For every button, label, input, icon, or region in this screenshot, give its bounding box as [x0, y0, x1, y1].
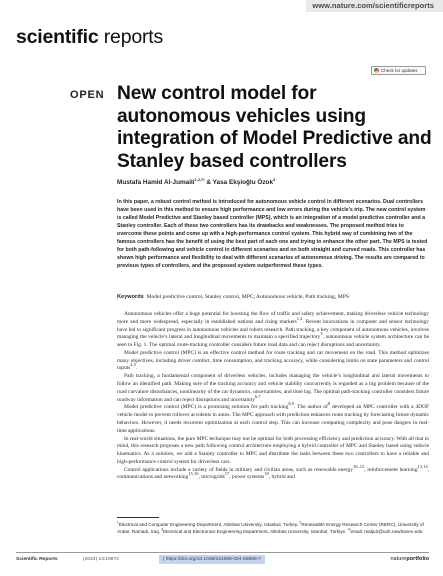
text-run: Autonomous vehicles offer a huge potential for boosting the flow of traffic and safety achievement, making driverless vehicle technology more and more widespread, especially in established nations and rising markets [117, 311, 429, 325]
author-name[interactable]: & Yasa Ekşioğlu Özok [204, 179, 273, 186]
citation-superscript[interactable]: 3 [161, 527, 164, 532]
article-title: New control model for autonomous vehicles using integration of Model Predictive and Stanley based controllers [117, 83, 432, 172]
text-run: In real-world situations, the pure MPC technique may not be optimal for both processing efficiency and prediction accuracy. With all that in mind, this research proposes a new path following control architecture employing a hybrid controller of MPC and Stanley based using vehicle kinematics. As a solution, we add a Stanley controller to MPC and distribute the tasks between these two controllers to have a reliable and high-performance control system for driverless cars. [117, 435, 429, 465]
citation-superscript[interactable]: 2 [299, 520, 302, 525]
text-run: . The author of [294, 404, 328, 411]
article-body [117, 311, 429, 516]
text-run: , autonomous vehicle system architecture can be seen in Fig. 1. The optimal route-tracking controller considers future road data and can reject disruptions and uncertainty. [117, 334, 429, 349]
citation-superscript[interactable]: ✉ [347, 527, 351, 532]
text-run: , power systems [229, 474, 265, 481]
citation-superscript[interactable]: 8,9 [288, 401, 295, 407]
text-run: , communications and networking [117, 466, 429, 481]
url-box [306, 0, 443, 12]
publisher-logo-regular: nature [390, 556, 407, 562]
journal-logo[interactable] [16, 26, 163, 49]
citation-superscript[interactable]: 10–12 [352, 463, 365, 469]
body-paragraph [117, 311, 429, 350]
text-run: . Recent innovations in computer and sensor technology have led to significant progress in autonomous vehicles and robots research. Path tracking, a key component of autonomous vehicles, involves managing the vehicle’s lateral and longitudinal movements to maintain a specified trajectory [117, 318, 429, 341]
text-run: Renewable Energy Research Center (RERC), University of Anbar, Ramadi, Iraq. [117, 522, 424, 534]
keywords-line [117, 294, 429, 300]
citation-superscript[interactable]: 1,2 [296, 315, 303, 321]
citation-superscript[interactable]: 8 [327, 401, 331, 407]
check-for-updates-button[interactable] [371, 66, 426, 75]
body-paragraph [117, 436, 429, 467]
check-updates-icon [374, 68, 379, 73]
citation-superscript[interactable]: 15,16 [188, 471, 199, 477]
footnote-divider [117, 517, 159, 518]
publisher-logo [390, 556, 429, 562]
publisher-logo-bold: portfolio [406, 556, 429, 562]
footer-divider [16, 552, 429, 553]
text-run: . [260, 396, 262, 403]
author-name[interactable]: Mustafa Hamid Al-Jumaili [117, 179, 195, 186]
body-paragraph [117, 373, 429, 404]
footer-journal-name: Scientific Reports [16, 557, 58, 562]
citation-superscript[interactable]: 6,7 [254, 393, 261, 399]
open-access-label: OPEN [70, 89, 105, 101]
text-run: Model predictive control (MPC) is an effective control method for route tracking and car movement on the road. This method optimizes many objectives, including driver comfort, time consumption, and tracking accuracy, while considering limits on state parameters and control inputs [117, 349, 429, 372]
body-paragraph [117, 463, 429, 483]
text-run: Electrical and Electronics Engineering Department, Altinbas University, Istanbul, Türkiye. [163, 529, 348, 534]
citation-superscript[interactable]: 4,5 [130, 362, 136, 368]
text-run: . [135, 365, 138, 372]
text-run: developed an MPC controller with a 4DOF vehicle model to prevent rollover accidents in autos. The MPC approach with prediction enhances route tracking by forecasting future dynamic behaviors. However, it needs recurrent optimization at each control step. This can increase computing complexity and pose dangers in real-time applications. [117, 404, 429, 434]
text-run: , hybrid and [268, 474, 295, 481]
journal-logo-bold: scientific [16, 26, 99, 48]
journal-logo-regular: reports [98, 26, 164, 48]
citation-superscript[interactable]: 1 [117, 520, 119, 525]
footer-citation: (2024) 14:19872 [83, 557, 119, 562]
check-updates-label: Check for updates [381, 68, 418, 73]
citation-superscript[interactable]: 18 [264, 471, 269, 477]
page-footer [16, 556, 429, 566]
body-paragraph [117, 350, 429, 373]
author-affiliation-marker: 1,2,✉ [194, 176, 205, 182]
author-list [117, 176, 427, 186]
author-affiliation-marker: 3 [273, 176, 276, 182]
citation-superscript[interactable]: 3 [320, 331, 323, 337]
top-bar [0, 0, 443, 12]
keywords-label: Keywords [117, 294, 144, 300]
text-run: Model predictive control (MPC) is a promising solution for path tracking [124, 404, 289, 411]
citation-superscript[interactable]: 13,14 [417, 463, 428, 469]
text-run: Control applications include a variety of fields in military and civilian areas, such as renewable energy [124, 466, 353, 473]
keywords-list: Model predictive control, Stanley control, MPC, Autonomous vehicle, Path tracking, MPS [146, 294, 349, 300]
abstract: In this paper, a robust control method is introduced for autonomous vehicle control in different scenarios. Dual controllers have been used in this method to ensure high performance and low errors during the vehicle’s trip. The new control system is called Model Predictive and Stanley based controller (MPS), which is an integration of a model predictive controller and a Stanley controller. Each of these two controllers has its drawbacks and weaknesses. The proposed method tries to overcome these points and come up with a high-performance control system. This hybrid way of combining two of the famous controllers has the benefit of using the best part of each one and trying to enhance the other part. The MPS is tested for both path-following and vehicle control in different scenarios and on both straight and curved roads. This controller has shown high performance and flexibility to deal with different scenarios of autonomous driving. The results are compared to previous types of controllers, and the proposed system outperformed these types. [117, 199, 428, 270]
affiliations-footnote [117, 521, 429, 535]
text-run: email: malju2@uoh.newhaven.edu [350, 529, 423, 534]
doi-link[interactable]: | https://doi.org/10.1038/s41598-024-69858-7 [159, 555, 265, 564]
text-run: , reinforcement learning [364, 466, 418, 473]
text-run: Electrical and Computer Engineering Department, Altinbas University, Istanbul, Turkey. [118, 522, 300, 527]
text-run: , microgrids [198, 474, 225, 481]
text-run: Path tracking, a fundamental component of driverless vehicles, includes managing the vehicle’s longitudinal and lateral movements to follow an identified path. Making sure of the tracking accuracy and vehicle stability concurrently is regarded as a big problem because of the road curvature disturbances, nonlinearity of the car dynamics, uncertainties, and time lag. The optimal path-tracking controller considers future roadway information and can reject disruptions and uncertainty [117, 373, 429, 403]
citation-superscript[interactable]: 17 [224, 471, 230, 477]
journal-url-link[interactable]: www.nature.com/scientificreports [312, 1, 434, 10]
body-paragraph [117, 401, 429, 435]
